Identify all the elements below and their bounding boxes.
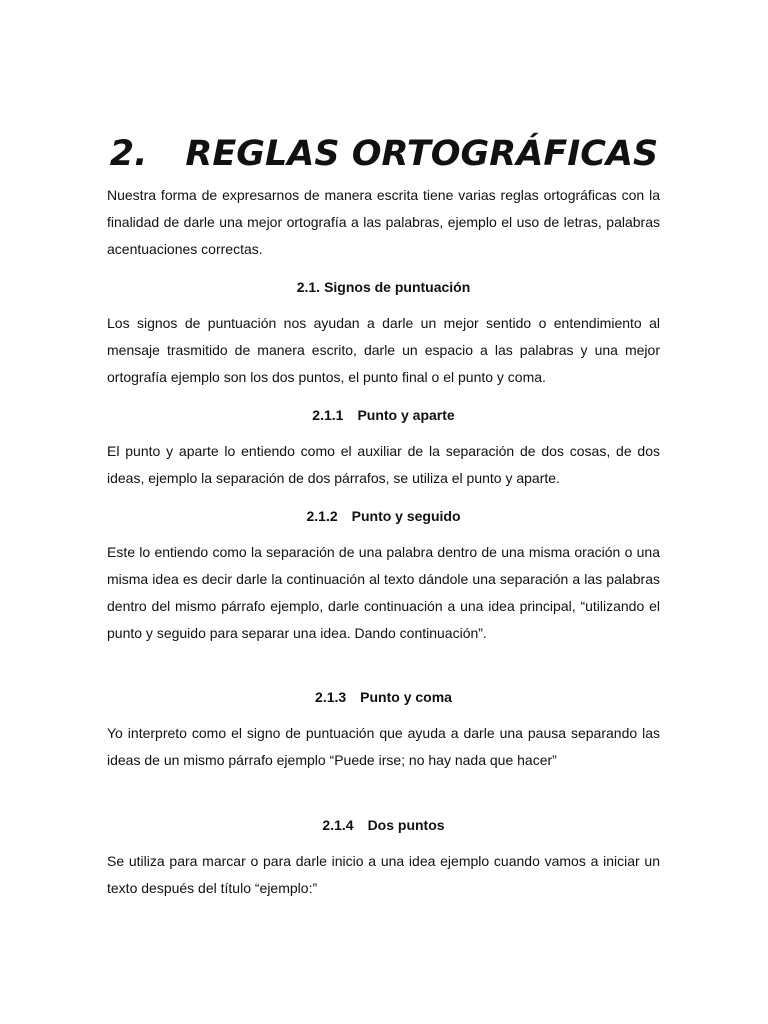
section-number: 2.1. <box>296 279 321 295</box>
section-text: El punto y aparte lo entiendo como el auxiliar de la separación de dos cosas, de dos ideas, ejemplo la separación de dos párrafos, se utiliza el punto y aparte. <box>107 443 660 486</box>
section-title: Punto y coma <box>360 689 452 705</box>
section-number: 2.1.4 <box>322 817 354 833</box>
section-heading-punto-seguido <box>107 506 660 526</box>
section-number: 2.1.2 <box>306 508 338 524</box>
section-text: Este lo entiendo como la separación de una palabra dentro de una misma oración o una misma idea es decir darle la continuación al texto dándole una separación a las palabras dentro del mismo párrafo ejemplo, darle continuación a una idea principal, “utilizando el punto y seguido para separar una idea. Dando continuación”. <box>107 544 660 641</box>
section-body-signos <box>107 310 660 391</box>
section-number: 2.1.3 <box>315 689 347 705</box>
section-heading-signos <box>107 277 660 297</box>
section-title: Signos de puntuación <box>324 279 471 295</box>
section-title: Punto y aparte <box>357 407 455 423</box>
section-body-punto-seguido <box>107 539 660 647</box>
section-text: Los signos de puntuación nos ayudan a darle un mejor sentido o entendimiento al mensaje trasmitido de manera escrito, darle un espacio a las palabras y una mejor ortografía ejemplo son los dos puntos, el punto final o el punto y coma. <box>107 315 660 385</box>
section-number: 2.1.1 <box>312 407 344 423</box>
page-title-number: 2. <box>109 134 148 174</box>
section-text: Yo interpreto como el signo de puntuación que ayuda a darle una pausa separando las ideas de un mismo párrafo ejemplo “Puede irse; no hay nada que hacer” <box>107 725 660 768</box>
section-heading-punto-coma <box>107 687 660 707</box>
section-body-dos-puntos <box>107 848 660 902</box>
section-body-punto-aparte <box>107 438 660 492</box>
page-title <box>0 126 768 182</box>
section-heading-dos-puntos <box>107 815 660 835</box>
page-title-text: REGLAS ORTOGRÁFICAS <box>185 134 659 174</box>
intro-text: Nuestra forma de expresarnos de manera escrita tiene varias reglas ortográficas con la finalidad de darle una mejor ortografía a las palabras, ejemplo el uso de letras, palabras acentuaciones correctas. <box>107 187 660 257</box>
intro-paragraph <box>107 182 660 263</box>
section-title: Punto y seguido <box>351 508 461 524</box>
section-text: Se utiliza para marcar o para darle inicio a una idea ejemplo cuando vamos a iniciar un texto después del título “ejemplo:” <box>107 853 660 896</box>
section-body-punto-coma <box>107 720 660 774</box>
section-heading-punto-aparte <box>107 405 660 425</box>
section-title: Dos puntos <box>367 817 445 833</box>
